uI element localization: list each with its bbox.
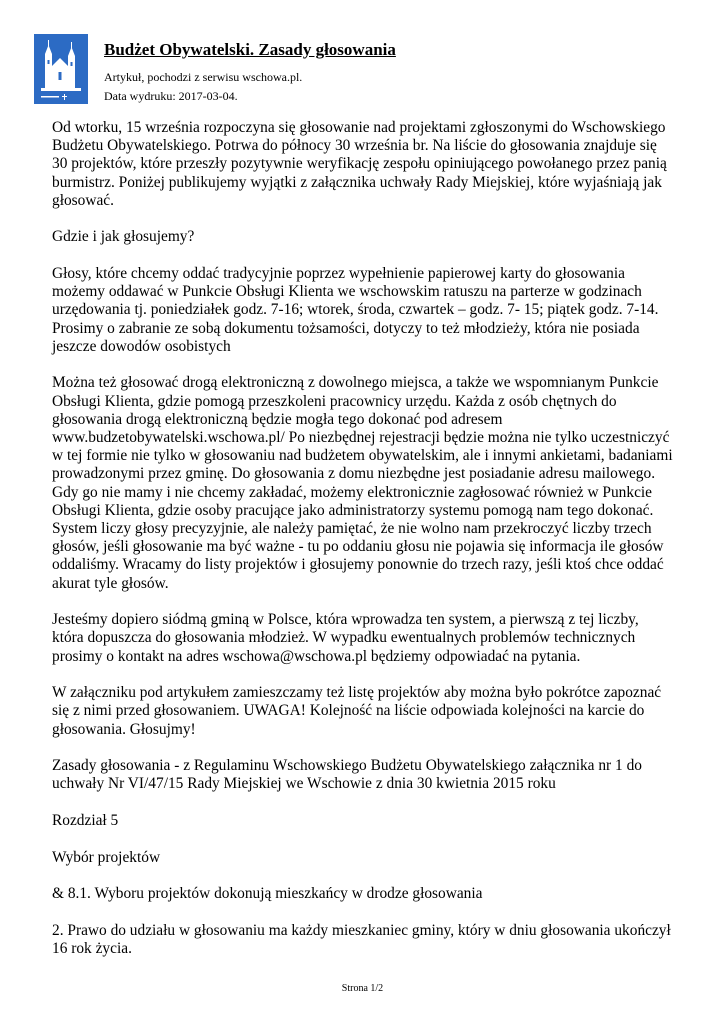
wschowa-church-logo-icon bbox=[34, 34, 88, 104]
page-number: Strona 1/2 bbox=[341, 983, 384, 994]
paragraph-seventh-commune: Jesteśmy dopiero siódmą gminą w Polsce, która wprowadza ten system, a pierwszą z tej liczby, która dopuszcza do głosowania młodzież. W wypadku ewentualnych problemów technicznych prosimy o kontakt na adres wschowa@wschowa.pl będziemy odpowiadać na pytania. bbox=[52, 611, 639, 665]
print-date-line: Data wydruku: 2017-03-04. bbox=[104, 89, 238, 103]
paragraph-paper-voting: Głosy, które chcemy oddać tradycyjnie poprzez wypełnienie papierowej karty do głosowania możemy oddawać w Punkcie Obsługi Klienta we wschowskim ratuszu na parterze w godzinach urzędowania tj. poniedziałek godz. 7-16; wtorek, środa, czwartek – godz. 7- 15; piątek godz. 7-14. Prosimy o zabranie ze sobą dokumentu tożsamości, dotyczy to też młodzieży, która nie posiada jeszcze dowodów osobistych bbox=[52, 265, 659, 355]
paragraph-section-8-1: & 8.1. Wyboru projektów dokonują mieszkańcy w drodze głosowania bbox=[52, 885, 483, 903]
paragraph-section-8-2: 2. Prawo do udziału w głosowaniu ma każdy mieszkaniec gminy, który w dniu głosowania ukończył 16 rok życia. bbox=[52, 921, 671, 958]
paragraph-attachment-note: W załączniku pod artykułem zamieszczamy też listę projektów aby można było pokrótce zapoznać się z nimi przed głosowaniem. UWAGA! Kolejność na liście odpowiada kolejności na karcie do głosowania. Głosujmy! bbox=[52, 684, 662, 738]
page-title: Budżet Obywatelski. Zasady głosowania bbox=[104, 40, 396, 59]
paragraph-chapter: Rozdział 5 bbox=[52, 812, 119, 830]
source-line: Artykuł, pochodzi z serwisu wschowa.pl. bbox=[104, 70, 303, 84]
paragraph-project-selection: Wybór projektów bbox=[52, 848, 161, 866]
paragraph-intro: Od wtorku, 15 września rozpoczyna się głosowanie nad projektami zgłoszonymi do Wschowskiego Budżetu Obywatelskiego. Potrwa do północy 30 września br. Na liście do głosowania znajduje się 30 projektów, które przeszły pozytywnie weryfikację zespołu opiniującego powołanego przez panią burmistrz. Poniżej publikujemy wyjątki z załącznika uchwały Rady Miejskiej, które wyjaśniają jak głosować. bbox=[52, 119, 667, 209]
paragraph-rules-source: Zasady głosowania - z Regulaminu Wschowskiego Budżetu Obywatelskiego załącznika nr 1 do uchwały Nr VI/47/15 Rady Miejskiej we Wschowie z dnia 30 kwietnia 2015 roku bbox=[52, 757, 642, 793]
paragraph-electronic-voting: Można też głosować drogą elektroniczną z dowolnego miejsca, a także we wspomnianym Punkcie Obsługi Klienta, gdzie pomogą przeszkoleni pracownicy urzędu. Każda z osób chętnych do głosowania drogą elektroniczną będzie mogła tego dokonać pod adresem www.budzetobywatelski.wschowa.pl/ Po niezbędnej rejestracji będzie można nie tylko uczestniczyć w tej formie nie tylko w głosowaniu nad budżetem obywatelskim, ale i innymi ankietami, badaniami prowadzonymi przez gminę. Do głosowania z domu niezbędne jest posiadanie adresu mailowego. Gdy go nie mamy i nie chcemy zakładać, możemy elektronicznie zagłosować również w Punkcie Obsługi Klienta, gdzie osoby pracujące jako administratorzy systemu pomogą nam tego dokonać. System liczy głosy precyzyjnie, ale należy pamiętać, że nie wolno nam przekroczyć liczby trzech głosów, jeśli głosowanie ma być ważne - tu po oddaniu głosu nie pojawia się informacja ile głosów oddaliśmy. Wracamy do listy projektów i głosujemy ponownie do trzech razy, jeśli ktoś chce oddać akurat tyle głosów. bbox=[52, 374, 673, 592]
paragraph-where-how-heading: Gdzie i jak głosujemy? bbox=[52, 228, 195, 246]
article-body bbox=[52, 119, 674, 977]
